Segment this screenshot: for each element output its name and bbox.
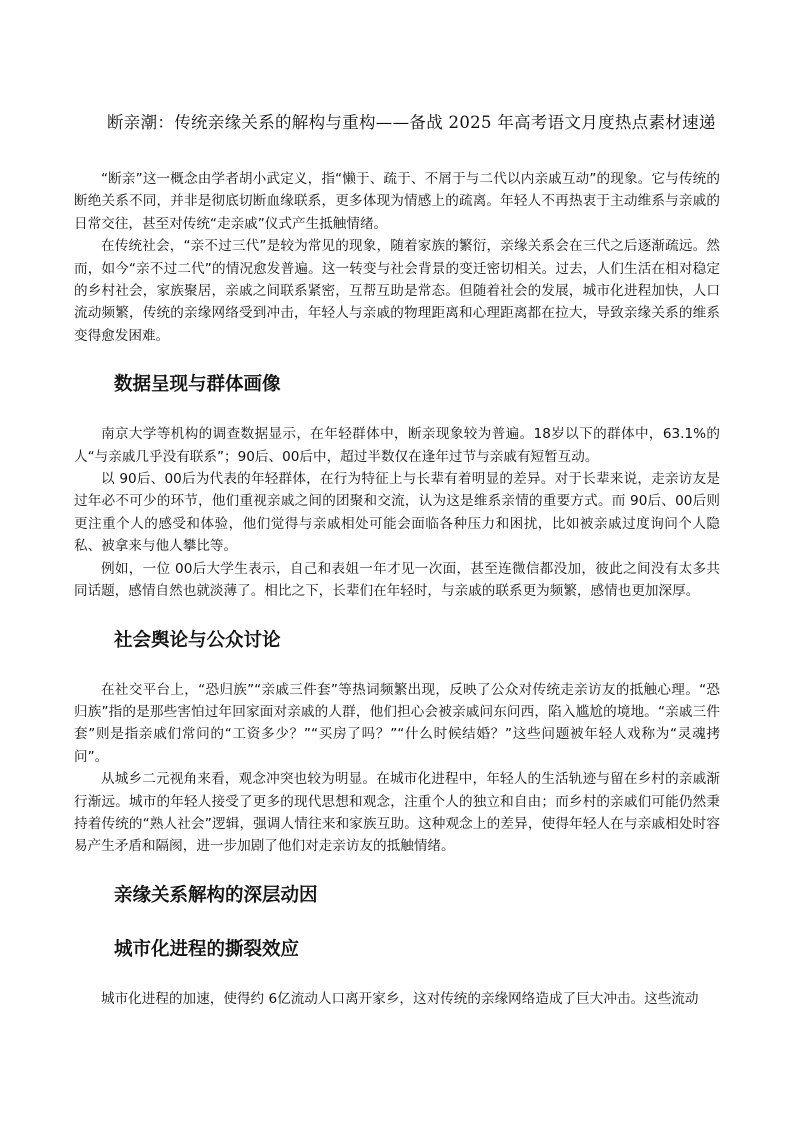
- section-heading-opinion: 社会舆论与公众讨论: [114, 629, 281, 651]
- document-title: 断亲潮：传统亲缘关系的解构与重构——备战 2025 年高考语文月度热点素材速递: [107, 113, 716, 132]
- section-opinion-paragraph-2: 从城乡二元视角来看，观念冲突也较为明显。在城市化进程中，年轻人的生活轨迹与留在乡村的亲戚渐行渐远。城市的年轻人接受了更多的现代思想和观念，注重个人的独立和自由；而乡村的亲戚们可能仍然秉持着传统的“熟人社会”逻辑，强调人情往来和家族互助。这种观念上的差异，使得年轻人在与亲戚相处时容易产生矛盾和隔阂，进一步加剧了他们对走亲访友的抵触情绪。: [74, 771, 720, 855]
- section-urbanization-paragraph-1: 城市化进程的加速，使得约 6亿流动人口离开家乡，这对传统的亲缘网络造成了巨大冲击。这些流动: [101, 990, 699, 1007]
- section-data-paragraph-2: 以 90后、00后为代表的年轻群体，在行为特征上与长辈有着明显的差异。对于长辈来说，走亲访友是过年必不可少的环节，他们重视亲戚之间的团聚和交流，认为这是维系亲情的重要方式。而 90后、00后则更注重个人的感受和体验，他们觉得与亲戚相处可能会面临各种压力和困扰，比如被亲戚过度询问个人隐私、被拿来与他人攀比等。: [74, 471, 720, 555]
- section-heading-urbanization: 城市化进程的撕裂效应: [114, 938, 300, 960]
- section-data-paragraph-1: 南京大学等机构的调查数据显示，在年轻群体中，断亲现象较为普遍。18岁以下的群体中，63.1%的人“与亲戚几乎没有联系”；90后、00后中，超过半数仅在逢年过节与亲戚有短暂互动。: [74, 426, 720, 465]
- intro-paragraph-2: 在传统社会，“亲不过三代”是较为常见的现象，随着家族的繁衍，亲缘关系会在三代之后逐渐疏远。然而，如今“亲不过二代”的情况愈发普遍。这一转变与社会背景的变迁密切相关。过去，人们生活在相对稳定的乡村社会，家族聚居，亲戚之间联系紧密，互帮互助是常态。但随着社会的发展，城市化进程加快，人口流动频繁，传统的亲缘网络受到冲击，年轻人与亲戚的物理距离和心理距离都在拉大，导致亲缘关系的维系变得愈发困难。: [74, 238, 720, 344]
- section-heading-causes: 亲缘关系解构的深层动因: [114, 884, 318, 906]
- section-data-paragraph-3: 例如，一位 00后大学生表示，自己和表姐一年才见一次面，甚至连微信都没加，彼此之间没有太多共同话题，感情自然也就淡薄了。相比之下，长辈们在年轻时，与亲戚的联系更为频繁，感情也更加深厚。: [74, 560, 720, 600]
- section-heading-data: 数据呈现与群体画像: [114, 374, 281, 396]
- intro-paragraph-1: “断亲”这一概念由学者胡小武定义，指“懒于、疏于、不屑于与二代以内亲戚互动”的现象。它与传统的断绝关系不同，并非是彻底切断血缘联系，更多体现为情感上的疏离。年轻人不再热衷于主动维系与亲戚的日常交往，甚至对传统“走亲戚”仪式产生抵触情绪。: [74, 171, 720, 232]
- section-opinion-paragraph-1: 在社交平台上，“恐归族”“亲戚三件套”等热词频繁出现，反映了公众对传统走亲访友的抵触心理。“恐归族”指的是那些害怕过年回家面对亲戚的人群，他们担心会被亲戚问东问西，陷入尴尬的境地。“亲戚三件套”则是指亲戚们常问的“工资多少？”“买房了吗？”“什么时候结婚？”这些问题被年轻人戏称为“灵魂拷问”。: [74, 681, 720, 765]
